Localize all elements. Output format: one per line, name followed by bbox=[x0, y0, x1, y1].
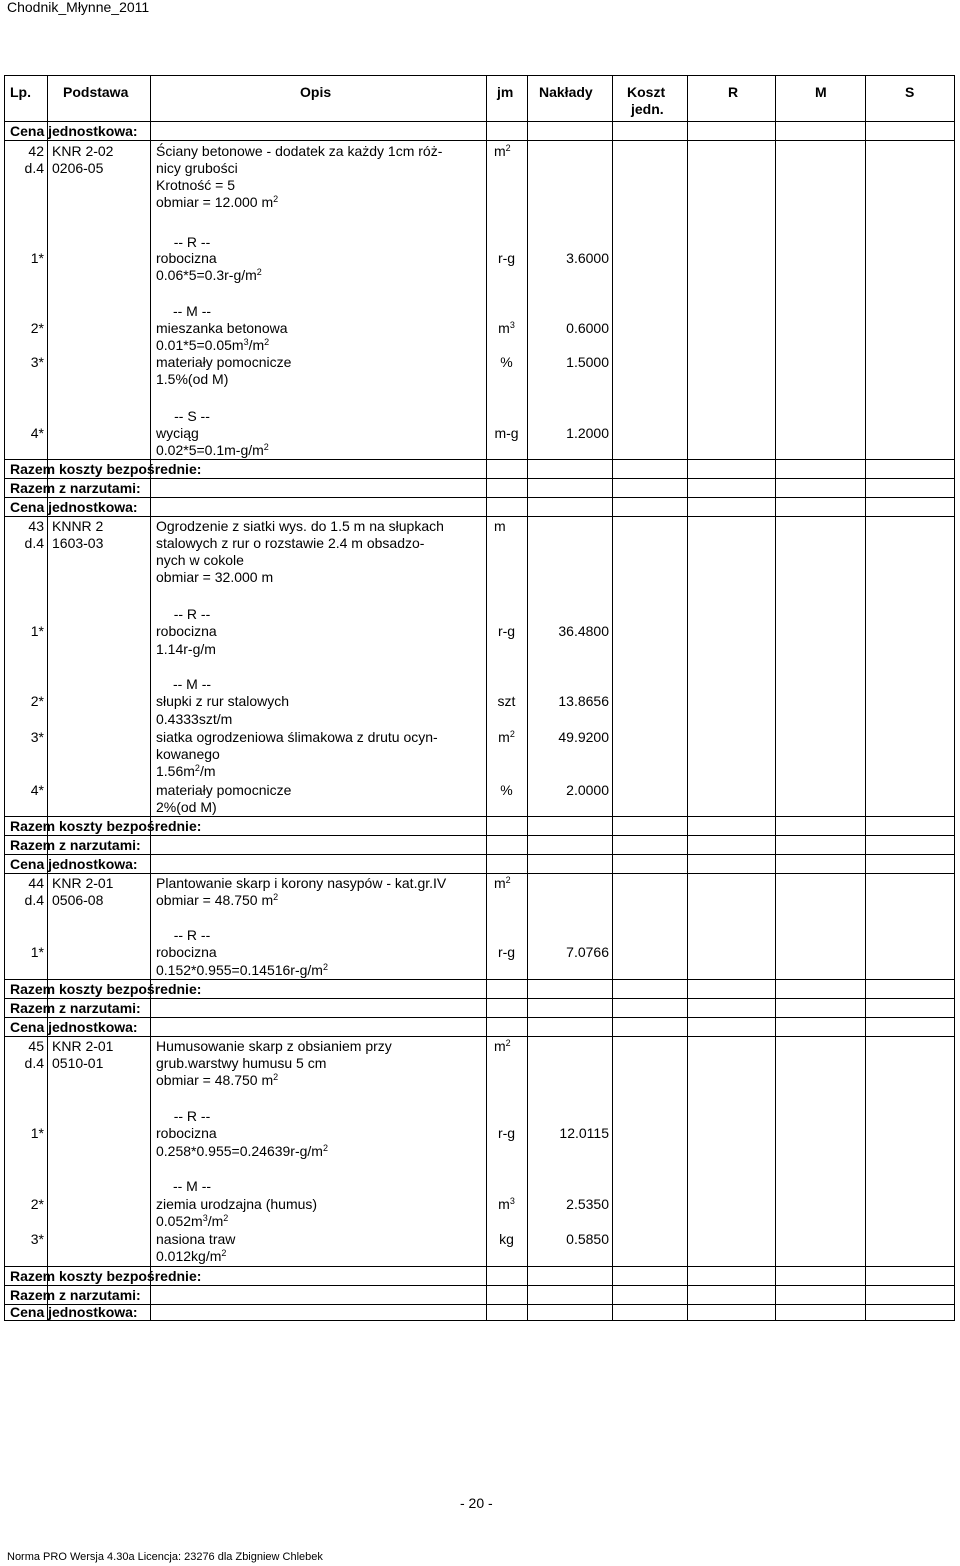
resource-norm: 0.4333szt/m bbox=[156, 711, 233, 727]
unit-price-label: Cena jednostkowa: bbox=[10, 1019, 138, 1035]
item-lp: 42 bbox=[28, 143, 44, 159]
resource-lp: 4* bbox=[30, 425, 44, 441]
col-divider bbox=[687, 75, 688, 1321]
resource-norm: 0.02*5=0.1m-g/m bbox=[156, 442, 264, 458]
resource-quantity: 0.6000 bbox=[566, 320, 609, 336]
resource-name: materiały pomocnicze bbox=[156, 354, 292, 370]
col-divider bbox=[527, 75, 528, 1321]
resource-lp: 1* bbox=[30, 623, 44, 639]
resource-unit: % bbox=[500, 782, 513, 798]
resource-unit: r-g bbox=[497, 250, 516, 266]
group-m: -- M -- bbox=[172, 1178, 212, 1194]
item-lp-ref: d.4 bbox=[24, 892, 44, 908]
resource-name-cont: kowanego bbox=[156, 746, 220, 762]
item-lp-ref: d.4 bbox=[24, 160, 44, 176]
item-description-line: grub.warstwy humusu 5 cm bbox=[156, 1055, 327, 1071]
item-quantity: obmiar = 48.750 m bbox=[156, 892, 274, 908]
document-title: Chodnik_Młynne_2011 bbox=[7, 0, 150, 15]
resource-lp: 1* bbox=[30, 1125, 44, 1141]
item-lp-ref: d.4 bbox=[24, 535, 44, 551]
group-s: -- S -- bbox=[174, 408, 210, 424]
item-lp: 45 bbox=[28, 1038, 44, 1054]
resource-norm: 1.14r-g/m bbox=[156, 641, 216, 657]
item-basis: KNR 2-01 bbox=[52, 875, 114, 891]
resource-name: mieszanka betonowa bbox=[156, 320, 288, 336]
resource-norm: 1.56m bbox=[156, 763, 195, 779]
resource-norm: 0.012kg/m bbox=[156, 1248, 222, 1264]
item-description-line: nicy grubości bbox=[156, 160, 238, 176]
resource-lp: 3* bbox=[30, 729, 44, 745]
resource-norm: 0.052m bbox=[156, 1213, 203, 1229]
resource-name: siatka ogrodzeniowa ślimakowa z drutu ocyn- bbox=[156, 729, 438, 745]
item-description-line: Humusowanie skarp z obsianiem przy bbox=[156, 1038, 392, 1054]
group-m: -- M -- bbox=[172, 303, 212, 319]
resource-lp: 2* bbox=[30, 693, 44, 709]
resource-unit: r-g bbox=[497, 623, 516, 639]
item-unit: m bbox=[494, 875, 506, 891]
group-r: -- R -- bbox=[173, 606, 211, 622]
resource-norm: 0.152*0.955=0.14516r-g/m bbox=[156, 962, 323, 978]
resource-lp: 2* bbox=[30, 320, 44, 336]
resource-quantity: 13.8656 bbox=[558, 693, 609, 709]
row-divider bbox=[4, 1036, 955, 1037]
resource-quantity: 1.2000 bbox=[566, 425, 609, 441]
item-basis-code: 0206-05 bbox=[52, 160, 104, 176]
header-opis: Opis bbox=[300, 84, 332, 100]
header-koszt: Koszt bbox=[627, 84, 666, 100]
resource-quantity: 12.0115 bbox=[559, 1125, 609, 1141]
row-divider bbox=[4, 478, 955, 479]
row-divider bbox=[4, 1304, 955, 1305]
resource-unit: m bbox=[498, 320, 510, 336]
resource-unit: m bbox=[498, 729, 510, 745]
item-description-line: Ogrodzenie z siatki wys. do 1.5 m na słupkach bbox=[156, 518, 444, 534]
group-r: -- R -- bbox=[173, 1108, 211, 1124]
item-lp: 43 bbox=[28, 518, 44, 534]
direct-costs-label: Razem koszty bezpośrednie: bbox=[10, 981, 202, 997]
resource-unit: m bbox=[498, 1196, 510, 1212]
item-basis-code: 0510-01 bbox=[52, 1055, 104, 1071]
col-divider bbox=[612, 75, 613, 1321]
row-divider bbox=[4, 1266, 955, 1267]
resource-lp: 1* bbox=[30, 944, 44, 960]
row-divider bbox=[4, 1017, 955, 1018]
resource-norm: 0.06*5=0.3r-g/m bbox=[156, 267, 257, 283]
resource-name: robocizna bbox=[156, 1125, 217, 1141]
resource-name: materiały pomocnicze bbox=[156, 782, 292, 798]
item-description-line: Ściany betonowe - dodatek za każdy 1cm róż- bbox=[156, 143, 443, 159]
header-s: S bbox=[905, 84, 915, 100]
row-divider bbox=[4, 816, 955, 817]
resource-quantity: 3.6000 bbox=[566, 250, 609, 266]
item-description-line: Krotność = 5 bbox=[156, 177, 235, 193]
resource-name: wyciąg bbox=[156, 425, 199, 441]
resource-quantity: 7.0766 bbox=[566, 944, 609, 960]
resource-name: ziemia urodzajna (humus) bbox=[156, 1196, 318, 1212]
resource-quantity: 2.0000 bbox=[566, 782, 609, 798]
resource-lp: 2* bbox=[30, 1196, 44, 1212]
direct-costs-label: Razem koszty bezpośrednie: bbox=[10, 1268, 202, 1284]
item-basis-code: 1603-03 bbox=[52, 535, 104, 551]
unit-price-label: Cena jednostkowa: bbox=[10, 123, 138, 139]
item-basis: KNR 2-02 bbox=[52, 143, 114, 159]
total-with-markups-label: Razem z narzutami: bbox=[10, 837, 141, 853]
header-m: M bbox=[815, 84, 827, 100]
col-divider bbox=[775, 75, 776, 1321]
group-m: -- M -- bbox=[172, 676, 212, 692]
item-description-line: Plantowanie skarp i korony nasypów - kat.gr.IV bbox=[156, 875, 447, 891]
group-r: -- R -- bbox=[173, 234, 211, 250]
resource-name: robocizna bbox=[156, 250, 217, 266]
item-basis: KNR 2-01 bbox=[52, 1038, 114, 1054]
resource-lp: 3* bbox=[30, 354, 44, 370]
header-podstawa: Podstawa bbox=[63, 84, 129, 100]
resource-quantity: 0.5850 bbox=[566, 1231, 609, 1247]
resource-unit: kg bbox=[499, 1231, 514, 1247]
row-divider bbox=[4, 979, 955, 980]
resource-unit: r-g bbox=[497, 944, 516, 960]
row-divider bbox=[4, 497, 955, 498]
header-lp: Lp. bbox=[10, 84, 31, 100]
page-number: - 20 - bbox=[460, 1495, 493, 1511]
item-quantity: obmiar = 48.750 m bbox=[156, 1072, 274, 1088]
item-unit: m bbox=[494, 518, 506, 534]
total-with-markups-label: Razem z narzutami: bbox=[10, 480, 141, 496]
header-jm: jm bbox=[497, 84, 514, 100]
item-lp-ref: d.4 bbox=[24, 1055, 44, 1071]
resource-lp: 3* bbox=[30, 1231, 44, 1247]
resource-quantity: 49.9200 bbox=[558, 729, 609, 745]
unit-price-label: Cena jednostkowa: bbox=[10, 1304, 138, 1320]
item-quantity: obmiar = 12.000 m bbox=[156, 194, 274, 210]
total-with-markups-label: Razem z narzutami: bbox=[10, 1000, 141, 1016]
resource-quantity: 2.5350 bbox=[566, 1196, 609, 1212]
col-divider bbox=[47, 75, 48, 1321]
unit-price-label: Cena jednostkowa: bbox=[10, 499, 138, 515]
resource-unit: m-g bbox=[494, 425, 519, 441]
row-divider bbox=[4, 1285, 955, 1286]
resource-unit: szt bbox=[497, 693, 516, 709]
cost-table bbox=[4, 75, 955, 1321]
resource-norm: 2%(od M) bbox=[156, 799, 217, 815]
resource-norm: 0.258*0.955=0.24639r-g/m bbox=[156, 1143, 323, 1159]
item-unit: m bbox=[494, 1038, 506, 1054]
row-divider bbox=[4, 873, 955, 874]
resource-name: robocizna bbox=[156, 944, 217, 960]
direct-costs-label: Razem koszty bezpośrednie: bbox=[10, 818, 202, 834]
header-naklady: Nakłady bbox=[539, 84, 593, 100]
item-basis-code: 0506-08 bbox=[52, 892, 104, 908]
resource-norm: 1.5%(od M) bbox=[156, 371, 229, 387]
item-unit: m bbox=[494, 143, 506, 159]
resource-lp: 4* bbox=[30, 782, 44, 798]
header-r: R bbox=[728, 84, 739, 100]
col-divider bbox=[865, 75, 866, 1321]
item-basis: KNNR 2 bbox=[52, 518, 104, 534]
row-divider bbox=[4, 516, 955, 517]
header-divider bbox=[4, 121, 955, 122]
header-koszt-jedn: jedn. bbox=[631, 101, 664, 117]
row-divider bbox=[4, 998, 955, 999]
group-r: -- R -- bbox=[173, 927, 211, 943]
resource-quantity: 1.5000 bbox=[566, 354, 609, 370]
total-with-markups-label: Razem z narzutami: bbox=[10, 1287, 141, 1303]
direct-costs-label: Razem koszty bezpośrednie: bbox=[10, 461, 202, 477]
software-footer: Norma PRO Wersja 4.30a Licencja: 23276 dla Zbigniew Chlebek bbox=[7, 1551, 323, 1563]
resource-norm: 0.01*5=0.05m bbox=[156, 337, 244, 353]
item-quantity: obmiar = 32.000 m bbox=[156, 569, 274, 585]
row-divider bbox=[4, 459, 955, 460]
resource-name: słupki z rur stalowych bbox=[156, 693, 290, 709]
item-description-line: nych w cokole bbox=[156, 552, 244, 568]
item-lp: 44 bbox=[28, 875, 44, 891]
resource-quantity: 36.4800 bbox=[558, 623, 609, 639]
col-divider bbox=[150, 75, 151, 1321]
resource-unit: % bbox=[500, 354, 513, 370]
row-divider bbox=[4, 140, 955, 141]
row-divider bbox=[4, 854, 955, 855]
resource-unit: r-g bbox=[497, 1125, 516, 1141]
resource-name: nasiona traw bbox=[156, 1231, 236, 1247]
resource-lp: 1* bbox=[30, 250, 44, 266]
row-divider bbox=[4, 835, 955, 836]
unit-price-label: Cena jednostkowa: bbox=[10, 856, 138, 872]
item-description-line: stalowych z rur o rozstawie 2.4 m obsadzo- bbox=[156, 535, 425, 551]
resource-name: robocizna bbox=[156, 623, 217, 639]
